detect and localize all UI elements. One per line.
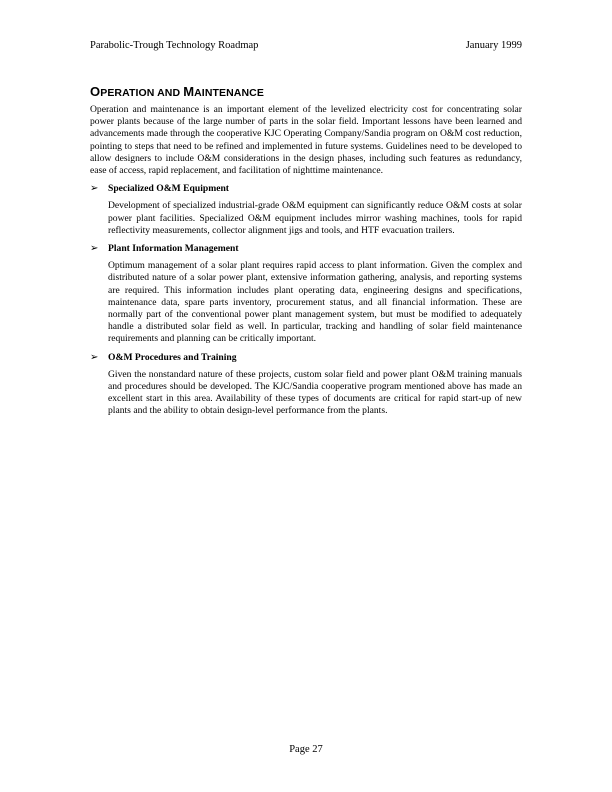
bullet-item [90,243,522,346]
bullet-heading: Specialized O&M Equipment [108,183,229,195]
section-heading-initial-1: O [90,84,101,99]
arrow-bullet-icon: ➢ [90,183,99,195]
intro-paragraph: Operation and maintenance is an important element of the levelized electricity cost for concentrating solar power plants because of the large number of parts in the solar field. Important lessons have been learned and advancements made through the cooperative KJC Operating Company/Sandia program on O&M cost reduction, pointing to steps that need to be refined and implemented in future systems. Guidelines need to be developed to allow designers to include O&M considerations in the design phases, including such features as redundancy, ease of access, rapid replacement, and facilitation of nighttime maintenance. [90,104,522,177]
section-heading-rest-2: AINTENANCE [194,87,264,99]
document-date: January 1999 [465,40,522,51]
arrow-bullet-icon: ➢ [90,243,99,255]
page-content [90,84,522,424]
section-heading [90,84,522,99]
bullet-body: Optimum management of a solar plant requires rapid access to plant information. Given the complex and distributed nature of a solar power plant, extensive information gathering, analysis, and reporting systems are required. This information includes plant operating data, engineering designs and specifications, maintenance data, spare parts inventory, procurement status, and all financial information. These are normally part of the conventional power plant management system, but must be modified to adequately handle a distributed solar field as well. In particular, tracking and handling of solar field maintenance requirements and planning can be critically important. [108,260,522,345]
section-heading-initial-2: M [183,84,195,99]
bullet-heading-row [90,243,522,255]
arrow-bullet-icon: ➢ [90,351,99,363]
page-header [90,40,522,52]
bullet-heading-row [90,183,522,195]
bullet-body: Development of specialized industrial-grade O&M equipment can significantly reduce O&M costs at solar power plant facilities. Specialized O&M equipment includes mirror washing machines, tools for rapid reflectivity measurements, collector alignment jigs and tools, and HTF evacuation trailers. [108,200,522,236]
document-title: Parabolic-Trough Technology Roadmap [90,40,259,51]
bullet-heading: Plant Information Management [108,243,239,255]
bullet-item [90,183,522,237]
bullet-body: Given the nonstandard nature of these projects, custom solar field and power plant O&M training manuals and procedures should be developed. The KJC/Sandia cooperative program mentioned above has made an excellent start in this area. Availability of these types of documents are critical for rapid start-up of new plants and the ability to obtain design-level performance from the plants. [108,368,522,417]
section-heading-rest-1: PERATION AND [100,87,184,99]
bullet-heading-row [90,352,522,364]
bullet-heading: O&M Procedures and Training [108,351,237,363]
bullet-item [90,352,522,418]
page-number: Page 27 [289,744,323,755]
